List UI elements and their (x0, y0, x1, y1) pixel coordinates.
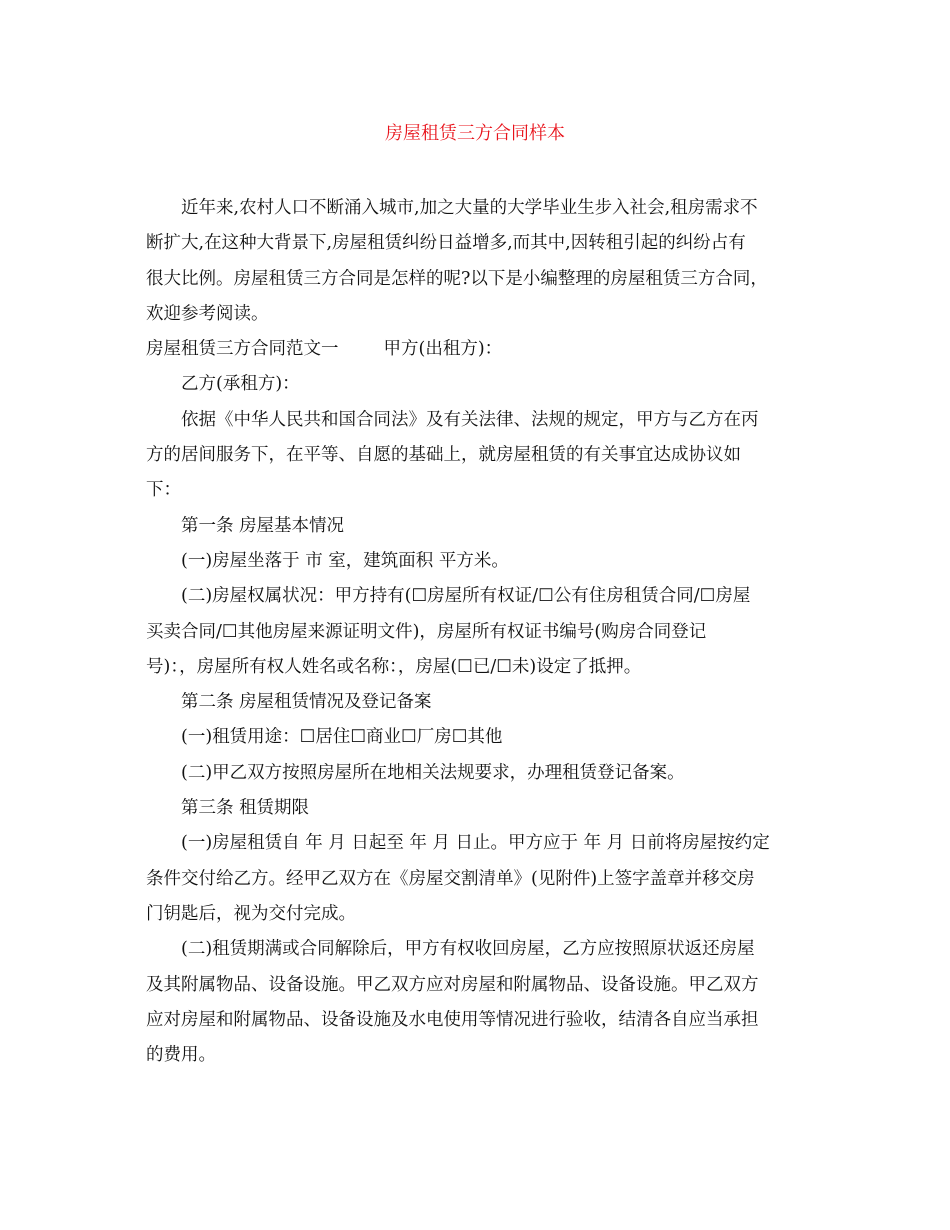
article-heading: 第二条 房屋租赁情况及登记备案 (181, 692, 432, 713)
paragraph-line: 方的居间服务下，在平等、自愿的基础上，就房屋租赁的有关事宜达成协议如 (146, 445, 741, 466)
paragraph-line: 依据《中华人民共和国合同法》及有关法律、法规的规定，甲方与乙方在丙 (181, 409, 759, 430)
paragraph-line: 断扩大,在这种大背景下,房屋租赁纠纷日益增多,而其中,因转租引起的纠纷占有 (146, 233, 746, 254)
party-b-label: 乙方(承租方)： (181, 374, 300, 395)
paragraph-line: (一)房屋坐落于 市 室，建筑面积 平方米。 (181, 550, 509, 571)
paragraph-line: 欢迎参考阅读。 (146, 303, 269, 324)
sample-heading: 房屋租赁三方合同范文一 (146, 339, 339, 360)
paragraph-line: 很大比例。房屋租赁三方合同是怎样的呢?以下是小编整理的房屋租赁三方合同， (146, 268, 768, 289)
paragraph-line: 号)：，房屋所有权人姓名或名称：，房屋(☐已/☐未)设定了抵押。 (146, 656, 642, 677)
paragraph-line: 下： (146, 480, 181, 501)
paragraph-line: (一)租赁用途：☐居住☐商业☐厂房☐其他 (181, 727, 503, 748)
paragraph-line: (一)房屋租赁自 年 月 日起至 年 月 日止。甲方应于 年 月 日前将房屋按约定 (181, 833, 770, 854)
paragraph-line-heading (146, 334, 810, 369)
document-title: 房屋租赁三方合同样本 (385, 123, 565, 144)
paragraph-line: 门钥匙后，视为交付完成。 (146, 903, 356, 924)
article-heading: 第一条 房屋基本情况 (181, 515, 345, 536)
paragraph-line: 及其附属物品、设备设施。甲乙双方应对房屋和附属物品、设备设施。甲乙双方 (146, 974, 759, 995)
paragraph-line: 近年来,农村人口不断涌入城市,加之大量的大学毕业生步入社会,租房需求不 (181, 198, 758, 218)
paragraph-line: 买卖合同/☐其他房屋来源证明文件)，房屋所有权证书编号(购房合同登记 (146, 621, 707, 642)
paragraph-line: (二)房屋权属状况：甲方持有(☐房屋所有权证/☐公有住房租赁合同/☐房屋 (181, 586, 751, 607)
paragraph-line: (二)租赁期满或合同解除后，甲方有权收回房屋，乙方应按照原状返还房屋 (181, 939, 755, 960)
paragraph-line: 的费用。 (146, 1045, 216, 1066)
article-heading: 第三条 租赁期限 (181, 798, 310, 819)
paragraph-line: 条件交付给乙方。经甲乙双方在《房屋交割清单》(见附件)上签字盖章并移交房 (146, 868, 755, 889)
paragraph-line: 应对房屋和附属物品、设备设施及水电使用等情况进行验收，结清各自应当承担 (146, 1009, 759, 1030)
party-a-label: 甲方(出租方)： (383, 339, 503, 360)
paragraph-line: (二)甲乙双方按照房屋所在地相关法规要求，办理租赁登记备案。 (181, 762, 685, 783)
document-body (146, 193, 810, 1075)
